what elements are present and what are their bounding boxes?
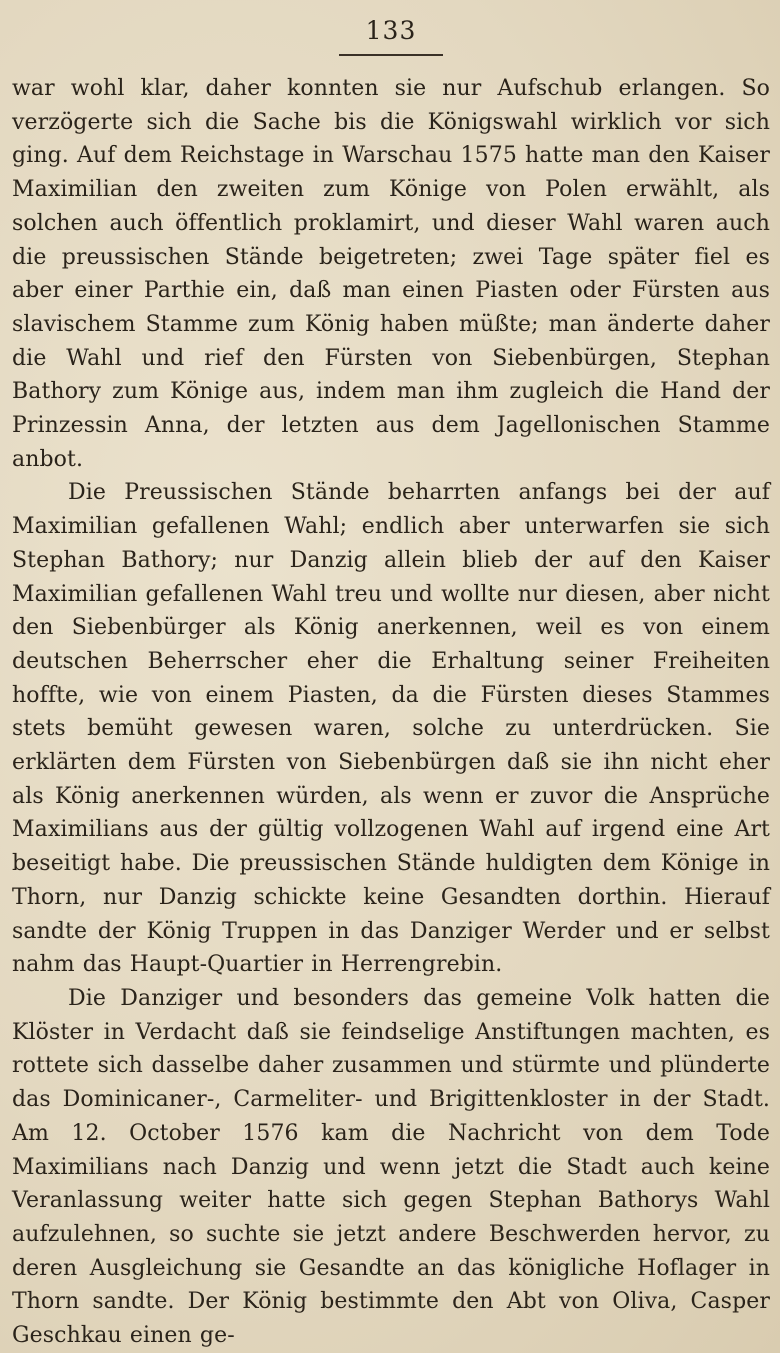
header-rule bbox=[339, 54, 443, 56]
paragraph-3: Die Danziger und besonders das gemeine Volk hatten die Klöster in Verdacht daß sie feindselige Anstiftungen machten, es rottete sich dasselbe daher zusammen und stürmte und plünderte das Dominicaner-, Carmeliter- und Brigittenkloster in der Stadt. Am 12. October 1576 kam die Nachricht von dem Tode Maximilians nach Danzig und wenn jetzt die Stadt auch keine Veranlassung weiter hatte sich gegen Stephan Bathorys Wahl aufzulehnen, so suchte sie jetzt andere Beschwerden hervor, zu deren Ausgleichung sie Gesandte an das königliche Hoflager in Thorn sandte. Der König bestimmte den Abt von Oliva, Casper Geschkau einen ge- bbox=[12, 985, 770, 1349]
page-number: 133 bbox=[365, 16, 417, 45]
body-text bbox=[12, 72, 770, 1353]
paragraph-1: war wohl klar, daher konnten sie nur Aufschub erlangen. So verzögerte sich die Sache bis die Königswahl wirklich vor sich ging. Auf dem Reichstage in Warschau 1575 hatte man den Kaiser Maximilian den zweiten zum Könige von Polen erwählt, als solchen auch öffentlich proklamirt, und dieser Wahl waren auch die preussischen Stände beigetreten; zwei Tage später fiel es aber einer Parthie ein, daß man einen Piasten oder Fürsten aus slavischem Stamme zum König haben müßte; man änderte daher die Wahl und rief den Fürsten von Siebenbürgen, Stephan Bathory zum Könige aus, indem man ihm zugleich die Hand der Prinzessin Anna, der letzten aus dem Jagellonischen Stamme anbot. bbox=[12, 76, 770, 472]
paragraph-2: Die Preussischen Stände beharrten anfangs bei der auf Maximilian gefallenen Wahl; endlich aber unterwarfen sie sich Stephan Bathory; nur Danzig allein blieb der auf den Kaiser Maximilian gefallenen Wahl treu und wollte nur diesen, aber nicht den Siebenbürger als König anerkennen, weil es von einem deutschen Beherrscher eher die Erhaltung seiner Freiheiten hoffte, wie von einem Piasten, da die Fürsten dieses Stammes stets bemüht gewesen waren, solche zu unterdrücken. Sie erklärten dem Fürsten von Siebenbürgen daß sie ihn nicht eher als König anerkennen würden, als wenn er zuvor die Ansprüche Maximilians aus der gültig vollzogenen Wahl auf irgend eine Art beseitigt habe. Die preussischen Stände huldigten dem Könige in Thorn, nur Danzig schickte keine Gesandten dorthin. Hierauf sandte der König Truppen in das Danziger Werder und er selbst nahm das Haupt-Quartier in Herrengrebin. bbox=[12, 480, 770, 978]
